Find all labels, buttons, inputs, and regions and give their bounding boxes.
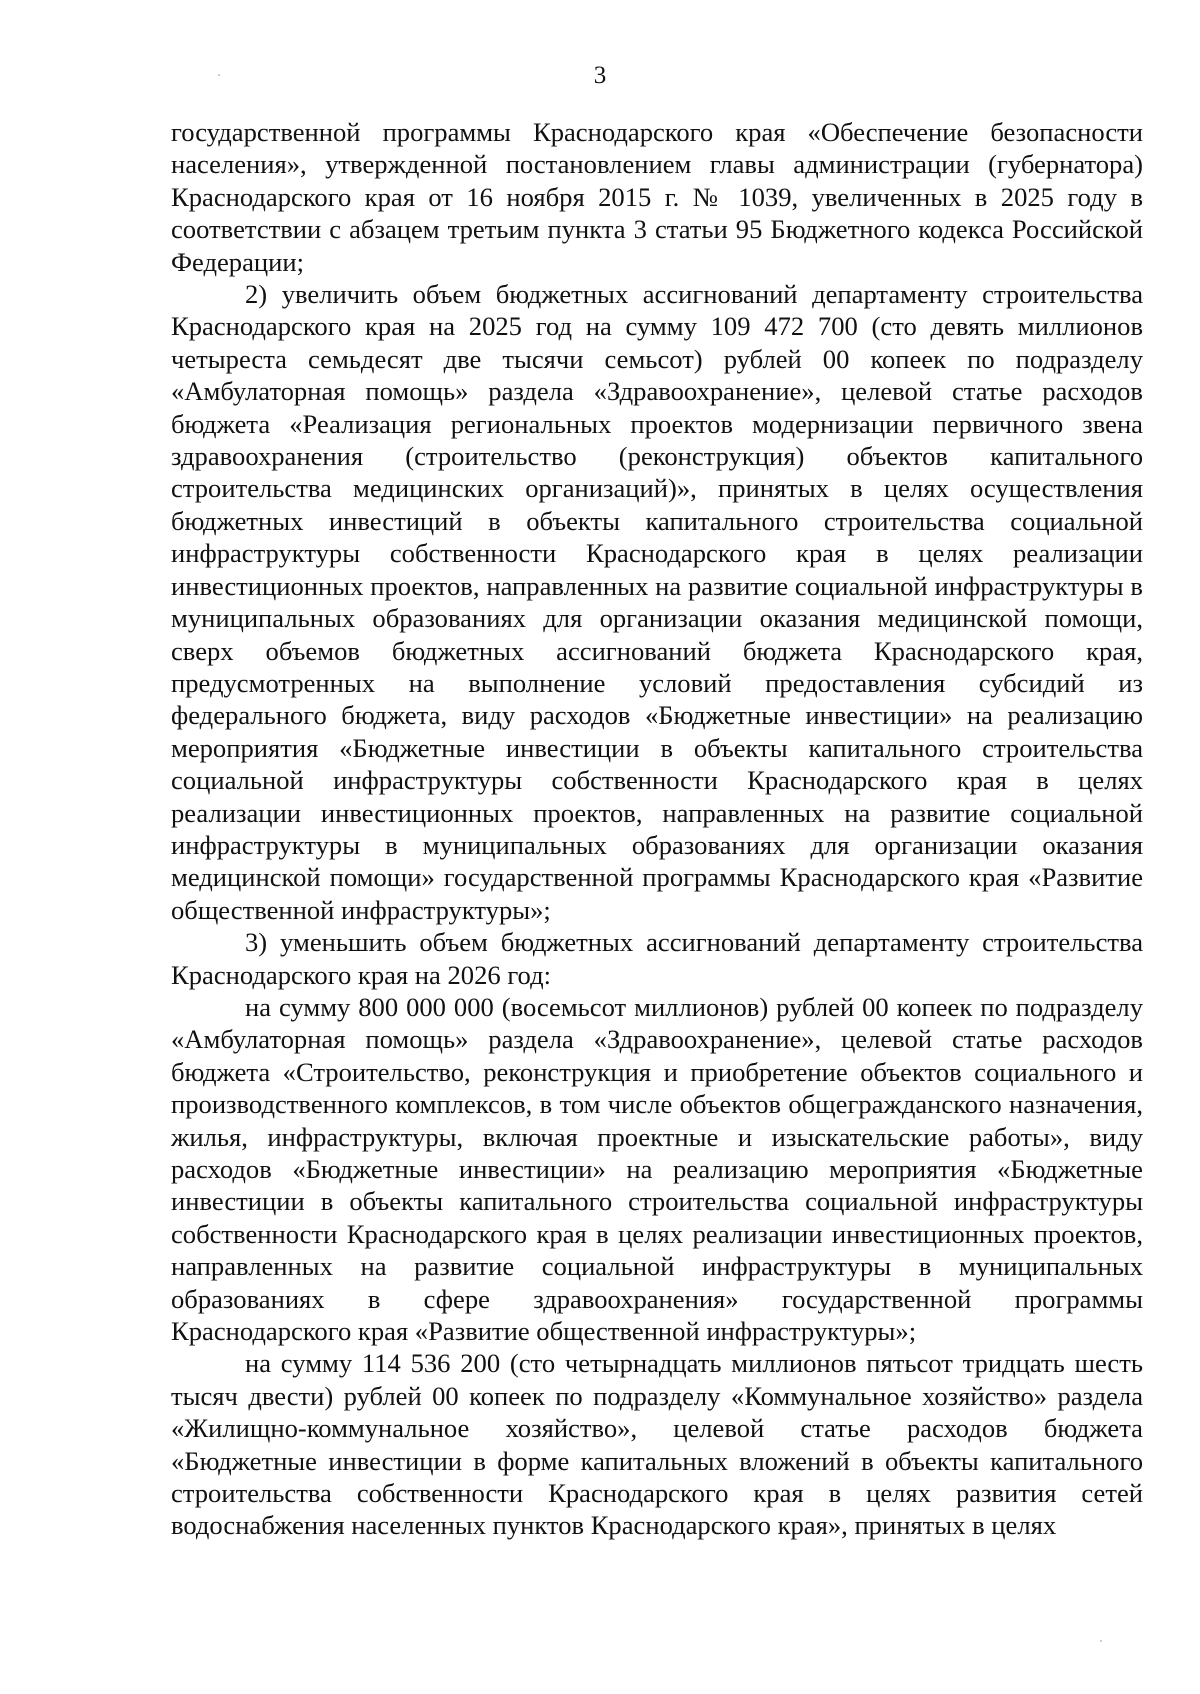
scan-speck	[218, 74, 220, 76]
paragraph-item-3-sum-1: на сумму 800 000 000 (восемьсот миллионов) рублей 00 копеек по подразделу «Амбулаторная помощь» раздела «Здравоохранение», целевой статье расходов бюджета «Строительство, реконструкция и приобретение объектов социального и производственного комплексов, в том числе объектов общегражданского назначения, жилья, инфраструктуры, включая проектные и изыскательские работы», виду расходов «Бюджетные инвестиции» на реализацию мероприятия «Бюджетные инвестиции в объекты капитального строительства социальной инфраструктуры собственности Краснодарского края в целях реализации инвестиционных проектов, направленных на развитие социальной инфраструктуры в муниципальных образованиях в сфере здравоохранения» государственной программы Краснодарского края «Развитие общественной инфраструктуры»;	[171, 991, 1143, 1347]
paragraph-item-3-sum-2: на сумму 114 536 200 (сто четырнадцать миллионов пятьсот тридцать шесть тысяч двести) рублей 00 копеек по подразделу «Коммунальное хозяйство» раздела «Жилищно-коммунальное хозяйство», целевой статье расходов бюджета «Бюджетные инвестиции в форме капитальных вложений в объекты капитального строительства собственности Краснодарского края в целях развития сетей водоснабжения населенных пунктов Краснодарского края», принятых в целях	[171, 1348, 1143, 1541]
scan-speck	[1100, 1640, 1102, 1642]
page-number: 3	[593, 62, 607, 89]
paragraph-item-3: 3) уменьшить объем бюджетных ассигнований департаменту строительства Краснодарского края на 2026 год:	[171, 927, 1143, 990]
paragraph-continuation: государственной программы Краснодарского края «Обеспечение безопасности населения», утвержденной постановлением главы администрации (губернатора) Краснодарского края от 16 ноября 2015 г. № 1039, увеличенных в 2025 году в соответствии с абзацем третьим пункта 3 статьи 95 Бюджетного кодекса Российской Федерации;	[171, 117, 1143, 277]
document-body	[171, 116, 1143, 1542]
paragraph-item-2: 2) увеличить объем бюджетных ассигнований департаменту строительства Краснодарского края на 2025 год на сумму 109 472 700 (сто девять миллионов четыреста семьдесят две тысячи семьсот) рублей 00 копеек по подразделу «Амбулаторная помощь» раздела «Здравоохранение», целевой статье расходов бюджета «Реализация региональных проектов модернизации первичного звена здравоохранения (строительство (реконструкция) объектов капитального строительства медицинских организаций)», принятых в целях осуществления бюджетных инвестиций в объекты капитального строительства социальной инфраструктуры собственности Краснодарского края в целях реализации инвестиционных проектов, направленных на развитие социальной инфраструктуры в муниципальных образованиях для организации оказания медицинской помощи, сверх объемов бюджетных ассигнований бюджета Краснодарского края, предусмотренных на выполнение условий предоставления субсидий из федерального бюджета, виду расходов «Бюджетные инвестиции» на реализацию мероприятия «Бюджетные инвестиции в объекты капитального строительства социальной инфраструктуры собственности Краснодарского края в целях реализации инвестиционных проектов, направленных на развитие социальной инфраструктуры в муниципальных образованиях для организации оказания медицинской помощи» государственной программы Краснодарского края «Развитие общественной инфраструктуры»;	[171, 279, 1143, 925]
